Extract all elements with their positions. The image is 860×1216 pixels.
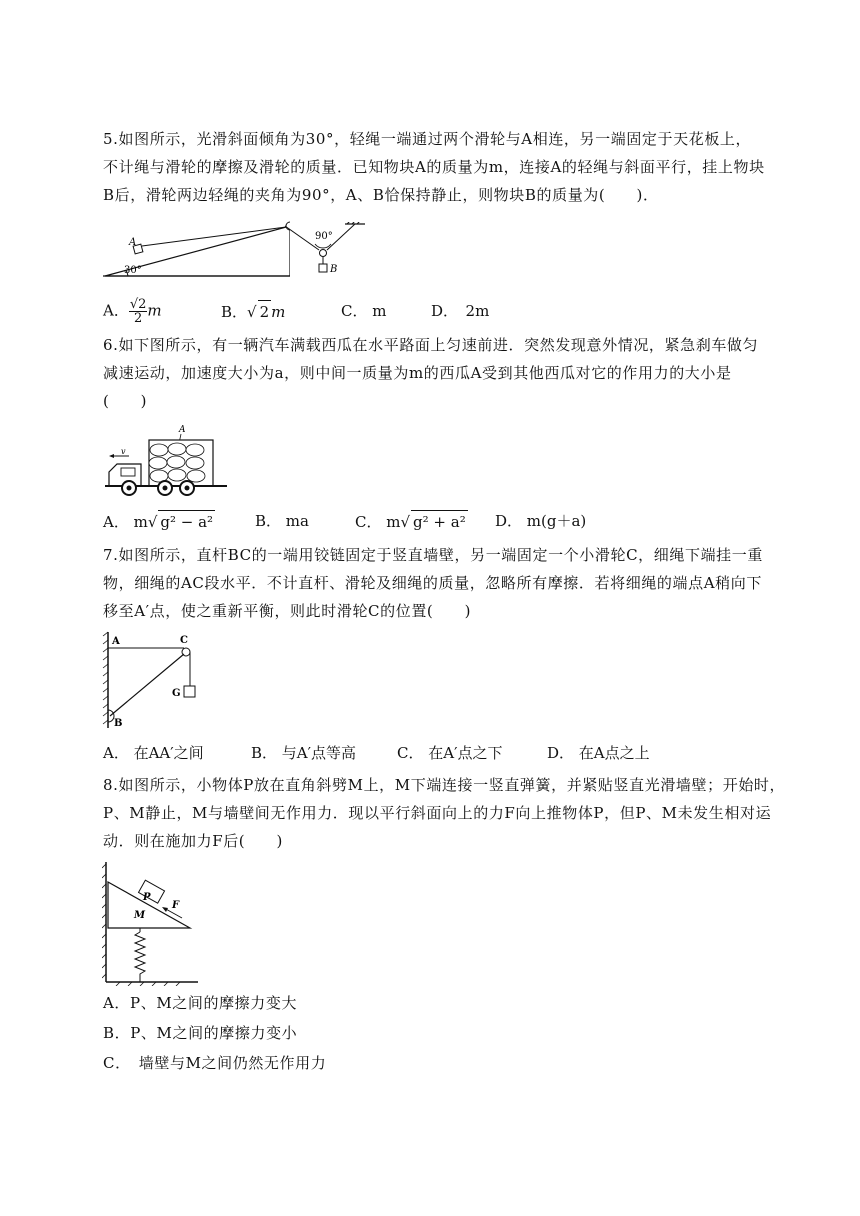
- q6-text-line-2: 减速运动，加速度大小为a，则中间一质量为m的西瓜A受到其他西瓜对它的作用力的大小是: [103, 364, 732, 382]
- q6-option-b[interactable]: B． ma: [255, 512, 309, 530]
- q5-option-a[interactable]: A． $\frac{√2}{2}$ m: [103, 297, 162, 326]
- q8-text-line-1: 8.如图所示，小物体P放在直角斜劈M上，M下端连接一竖直弹簧，并紧贴竖直光滑墙壁；开始时，: [103, 776, 786, 794]
- rod-bc: [110, 654, 184, 716]
- q5-options: [103, 296, 763, 326]
- q8-option-a[interactable]: A．P、M之间的摩擦力变大: [103, 994, 298, 1012]
- q5-rope-figure: [285, 222, 365, 277]
- q8-option-c[interactable]: C． 墙壁与M之间仍然无作用力: [103, 1054, 327, 1072]
- weight-g-label: G: [172, 688, 181, 699]
- q6-option-d[interactable]: D． m(g＋a): [495, 512, 587, 530]
- q7-text-line-1: 7.如图所示，直杆BC的一端用铰链固定于竖直墙壁，另一端固定一个小滑轮C，细绳下端挂一重: [103, 546, 763, 564]
- block-p-label: P: [143, 892, 151, 903]
- point-a-label: A: [112, 636, 120, 647]
- velocity-label: v: [121, 447, 126, 456]
- q7-options: [103, 742, 763, 766]
- spring: [135, 932, 145, 982]
- q7-rod-pulley-figure: [100, 630, 200, 730]
- q7-option-d[interactable]: D． 在A点之上: [547, 744, 650, 762]
- q8-option-b[interactable]: B．P、M之间的摩擦力变小: [103, 1024, 298, 1042]
- rope-angle-label: 90°: [315, 231, 333, 242]
- q6-text-line-3: ( ): [103, 392, 148, 410]
- weight-g: [184, 686, 195, 697]
- q8-text-line-3: 动．则在施加力F后( ): [103, 832, 283, 850]
- q7-option-b[interactable]: B． 与A′点等高: [251, 744, 357, 762]
- q7-text-line-2: 物，细绳的AC段水平．不计直杆、滑轮及细绳的质量，忽略所有摩擦．若将细绳的端点A稍向下: [103, 574, 762, 592]
- point-c-label: C: [180, 635, 188, 646]
- q6-option-a[interactable]: A． m√ g² − a²: [103, 510, 215, 533]
- q6-text-line-1: 6.如下图所示，有一辆汽车满载西瓜在水平路面上匀速前进．突然发现意外情况，紧急刹车做匀: [103, 336, 759, 354]
- q7-option-c[interactable]: C． 在A′点之下: [397, 744, 503, 762]
- q5-option-c[interactable]: C． m: [341, 302, 387, 320]
- q5-option-b[interactable]: B．√ 2 m: [221, 300, 285, 323]
- block-b: [319, 264, 327, 272]
- q5-incline-pulley-figure: [100, 218, 290, 280]
- block-a-label: A: [129, 237, 137, 248]
- block-b-label: B: [330, 264, 338, 275]
- angle-label: 30°: [124, 265, 142, 276]
- q6-truck-figure: [103, 420, 229, 498]
- q8-text-line-2: P、M静止，M与墙壁间无作用力．现以平行斜面向上的力F向上推物体P，但P、M未发生相对运: [103, 804, 772, 822]
- q5-text-line-3: B后，滑轮两边轻绳的夹角为90°，A、B恰保持静止，则物块B的质量为( )．: [103, 186, 659, 204]
- q7-text-line-3: 移至A′点，使之重新平衡，则此时滑轮C的位置( ): [103, 602, 472, 620]
- wedge-m-label: M: [134, 910, 146, 921]
- q7-option-a[interactable]: A． 在AA′之间: [103, 744, 204, 762]
- q5-option-d[interactable]: D． 2m: [431, 302, 490, 320]
- watermelon-a-label: A: [179, 425, 186, 435]
- force-f-label: F: [172, 900, 180, 911]
- q8-wedge-spring-figure: [102, 860, 202, 986]
- q6-options: [103, 510, 763, 534]
- q5-text-line-1: 5.如图所示，光滑斜面倾角为30°，轻绳一端通过两个滑轮与A相连，另一端固定于天花板上，: [103, 130, 752, 148]
- point-b-label: B: [114, 718, 123, 729]
- q5-text-line-2: 不计绳与滑轮的摩擦及滑轮的质量．已知物块A的质量为m，连接A的轻绳与斜面平行，挂上物块: [103, 158, 765, 176]
- watermelons: [149, 443, 205, 482]
- q6-option-c[interactable]: C． m√ g² + a²: [355, 510, 468, 533]
